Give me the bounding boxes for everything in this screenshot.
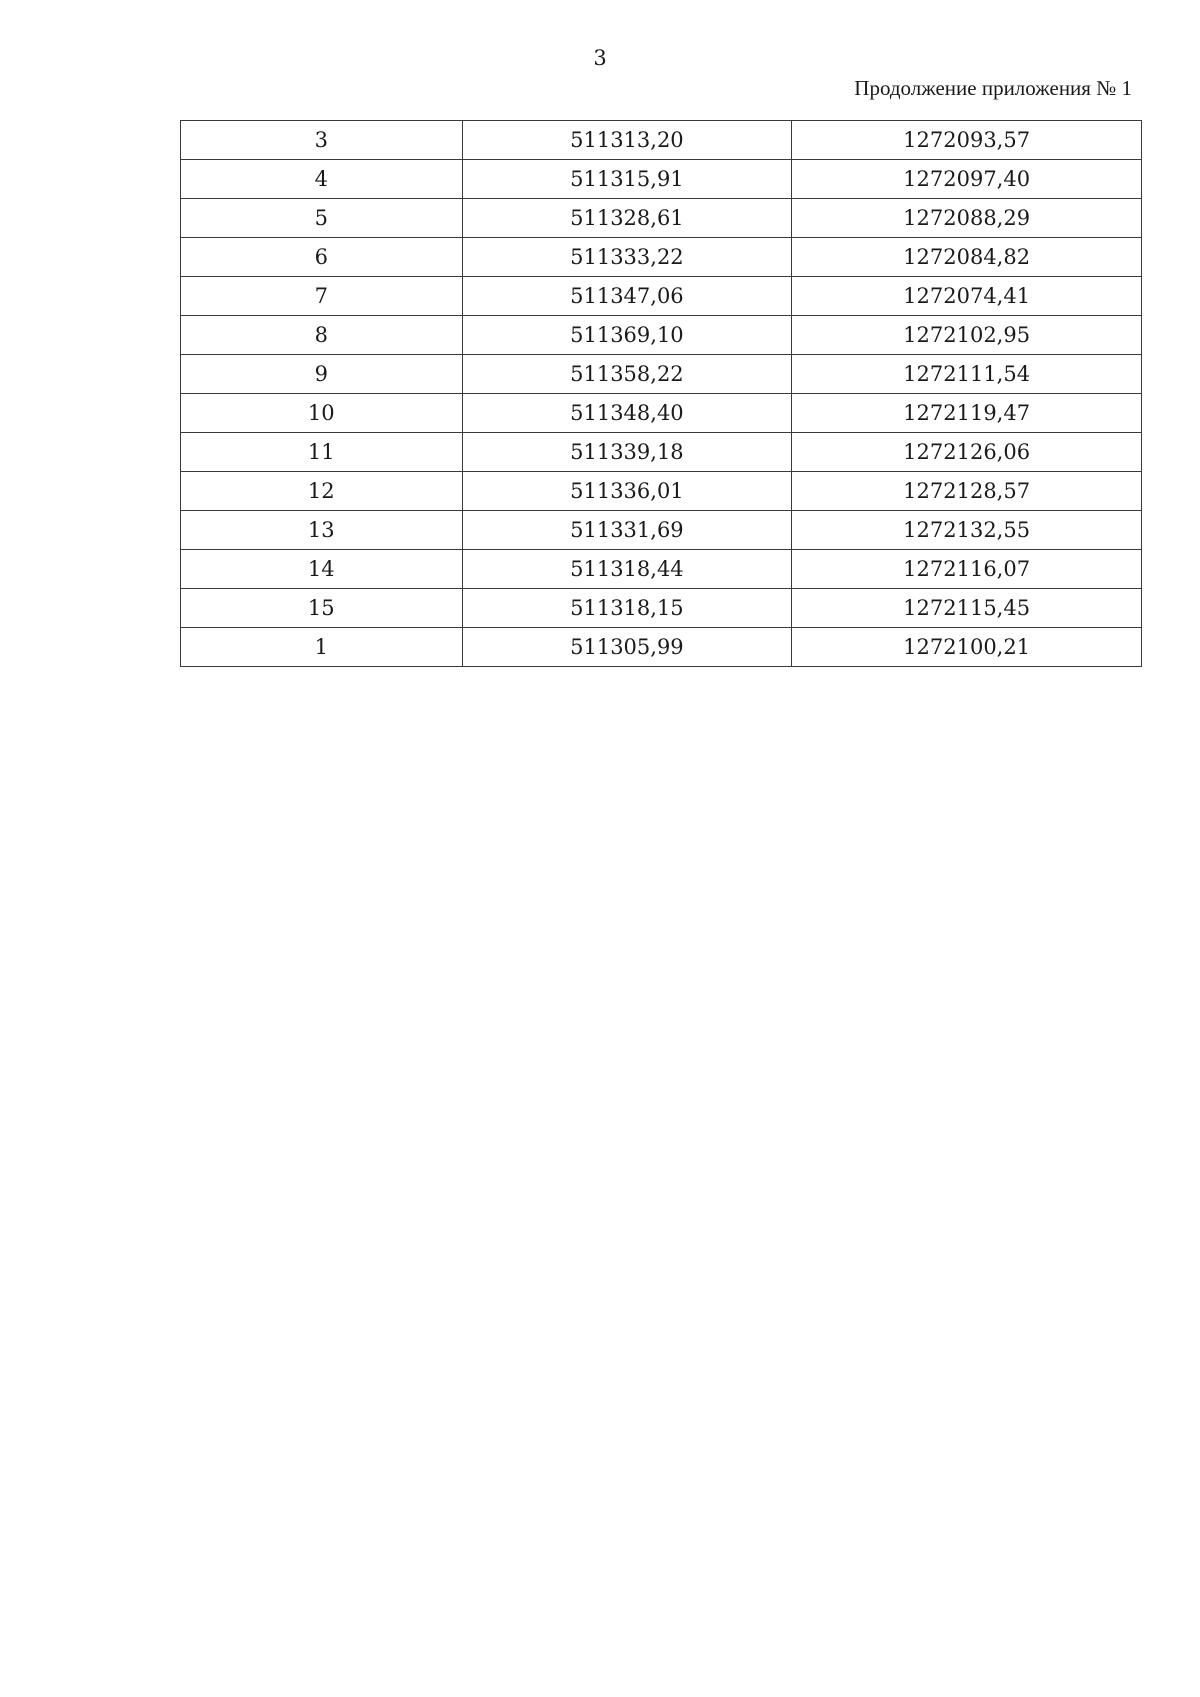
- point-number-cell: 15: [181, 589, 463, 628]
- table-row: [181, 238, 1142, 277]
- x-coordinate-cell: 511333,22: [462, 238, 792, 277]
- point-number-cell: 11: [181, 433, 463, 472]
- x-coordinate-cell: 511336,01: [462, 472, 792, 511]
- table-row: [181, 433, 1142, 472]
- table-row: [181, 394, 1142, 433]
- x-coordinate-cell: 511339,18: [462, 433, 792, 472]
- point-number-cell: 8: [181, 316, 463, 355]
- point-number-cell: 10: [181, 394, 463, 433]
- table-row: [181, 355, 1142, 394]
- appendix-continuation-note: Продолжение приложения № 1: [854, 76, 1132, 100]
- page-number: 3: [593, 46, 607, 70]
- y-coordinate-cell: 1272093,57: [792, 121, 1142, 160]
- table-row: [181, 472, 1142, 511]
- x-coordinate-cell: 511348,40: [462, 394, 792, 433]
- table-row: [181, 550, 1142, 589]
- y-coordinate-cell: 1272100,21: [792, 628, 1142, 667]
- y-coordinate-cell: 1272132,55: [792, 511, 1142, 550]
- x-coordinate-cell: 511313,20: [462, 121, 792, 160]
- y-coordinate-cell: 1272126,06: [792, 433, 1142, 472]
- point-number-cell: 14: [181, 550, 463, 589]
- point-number-cell: 5: [181, 199, 463, 238]
- x-coordinate-cell: 511318,15: [462, 589, 792, 628]
- x-coordinate-cell: 511369,10: [462, 316, 792, 355]
- y-coordinate-cell: 1272102,95: [792, 316, 1142, 355]
- y-coordinate-cell: 1272116,07: [792, 550, 1142, 589]
- point-number-cell: 3: [181, 121, 463, 160]
- x-coordinate-cell: 511331,69: [462, 511, 792, 550]
- point-number-cell: 6: [181, 238, 463, 277]
- table-row: [181, 160, 1142, 199]
- y-coordinate-cell: 1272088,29: [792, 199, 1142, 238]
- x-coordinate-cell: 511347,06: [462, 277, 792, 316]
- y-coordinate-cell: 1272119,47: [792, 394, 1142, 433]
- table-row: [181, 199, 1142, 238]
- y-coordinate-cell: 1272097,40: [792, 160, 1142, 199]
- y-coordinate-cell: 1272115,45: [792, 589, 1142, 628]
- point-number-cell: 1: [181, 628, 463, 667]
- table-row: [181, 589, 1142, 628]
- table-row: [181, 121, 1142, 160]
- point-number-cell: 9: [181, 355, 463, 394]
- table-row: [181, 277, 1142, 316]
- point-number-cell: 7: [181, 277, 463, 316]
- coordinates-table: [180, 120, 1142, 667]
- x-coordinate-cell: 511328,61: [462, 199, 792, 238]
- x-coordinate-cell: 511318,44: [462, 550, 792, 589]
- table-row: [181, 628, 1142, 667]
- y-coordinate-cell: 1272111,54: [792, 355, 1142, 394]
- y-coordinate-cell: 1272084,82: [792, 238, 1142, 277]
- point-number-cell: 13: [181, 511, 463, 550]
- x-coordinate-cell: 511358,22: [462, 355, 792, 394]
- y-coordinate-cell: 1272074,41: [792, 277, 1142, 316]
- point-number-cell: 12: [181, 472, 463, 511]
- x-coordinate-cell: 511315,91: [462, 160, 792, 199]
- table-row: [181, 511, 1142, 550]
- x-coordinate-cell: 511305,99: [462, 628, 792, 667]
- point-number-cell: 4: [181, 160, 463, 199]
- table-row: [181, 316, 1142, 355]
- y-coordinate-cell: 1272128,57: [792, 472, 1142, 511]
